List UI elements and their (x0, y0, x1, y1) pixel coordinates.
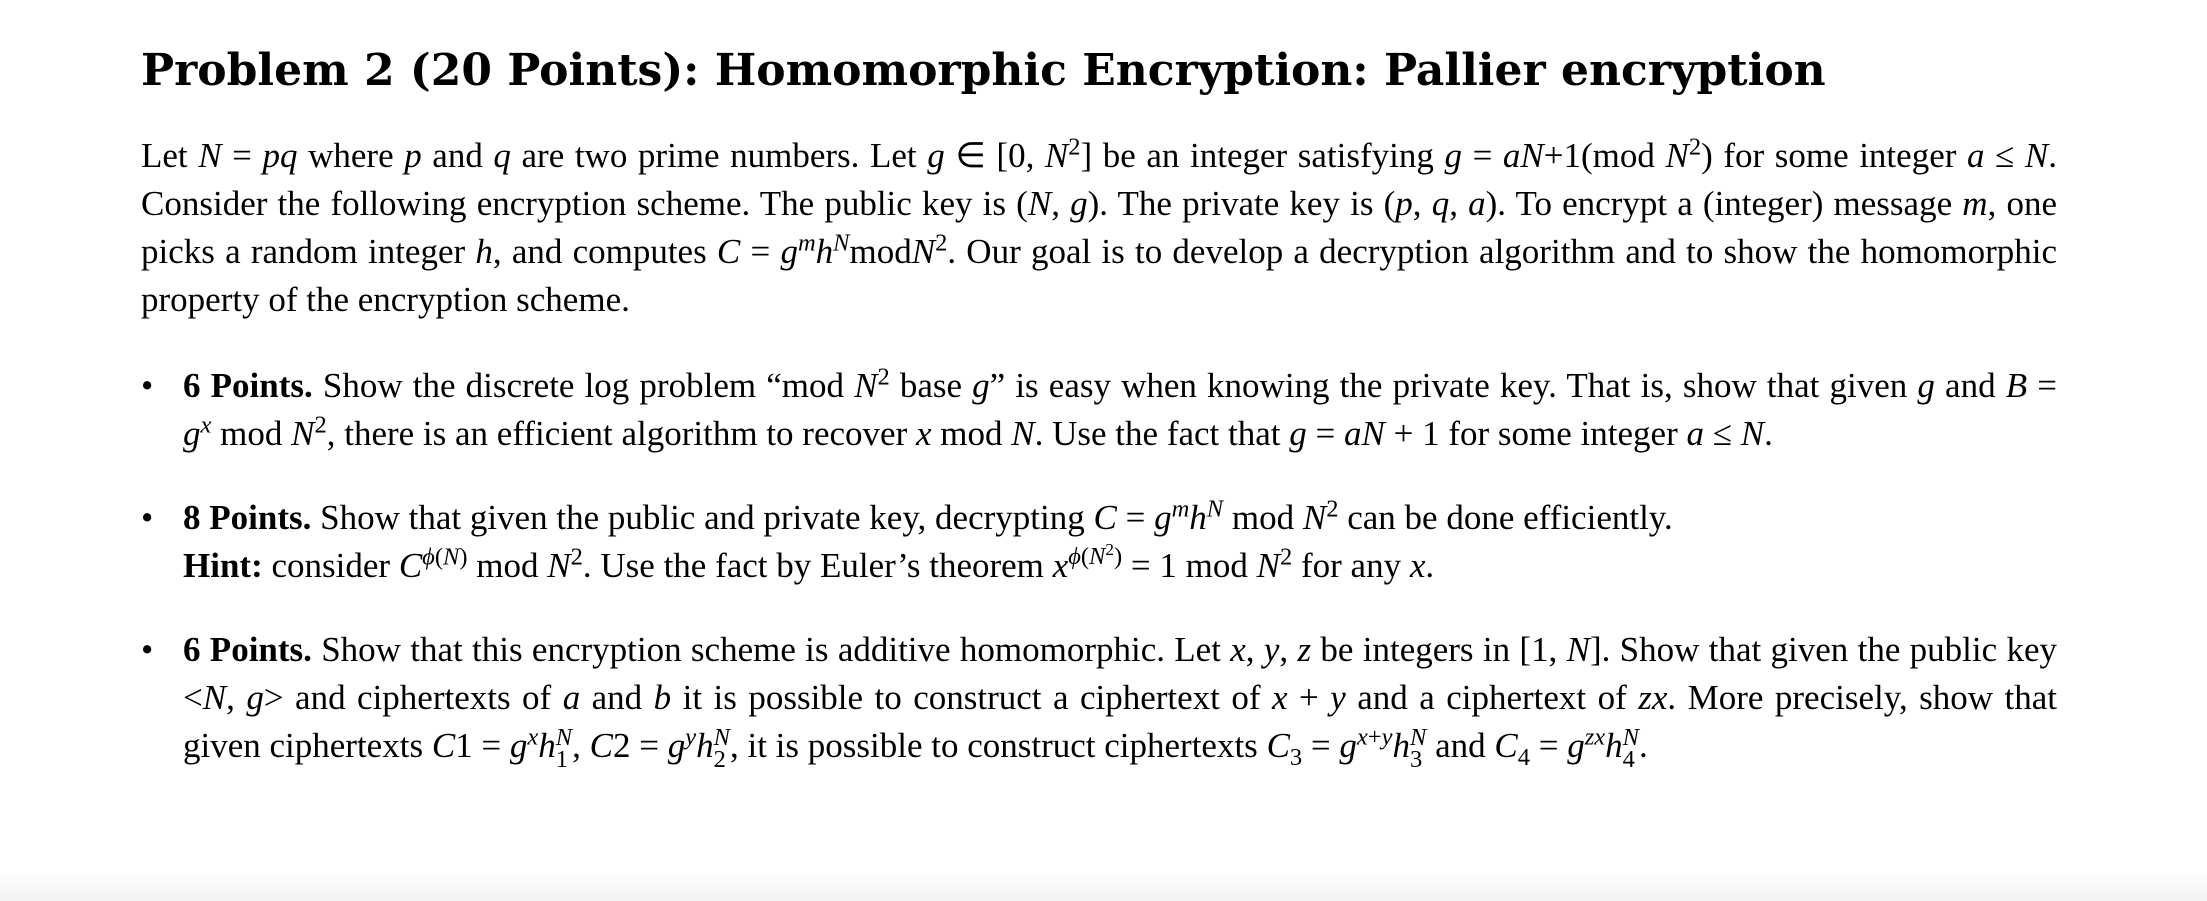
document (141, 36, 2057, 807)
points-label: 6 Points. (183, 366, 313, 405)
bullet: • (141, 366, 154, 405)
subproblem-1: • 6 Points. Show the discrete log problem “mod $N^2$ base g” is easy when knowing the private key. That is, show that given g and $B = g^x$ mod $N^2$, there is an efficient algorithm to recover x mod N. Use the fact that g = aN + 1 for some integer a ≤ N. (141, 363, 2057, 453)
problem-title: Problem 2 (20 Points): Homomorphic Encryption: Pallier encryption (141, 45, 1826, 96)
hint-label: Hint: (183, 546, 263, 585)
points-label: 8 Points. (183, 498, 312, 537)
bottom-edge-shade (0, 871, 2207, 901)
bullet: • (141, 498, 154, 537)
subproblem-3: • 6 Points. Show that this encryption scheme is additive homomorphic. Let x, y, z be integers in [1, N]. Show that given the public key <N, g> and ciphertexts of a and b it is possible to construct a ciphertext of x + y and a ciphertext of zx. More precisely, show that given ciphertexts $C1 = g^xh$ N 1 , $C2 = g^yh$ N 2 , it is possible to construct ciphertexts $C_3 = g^{x+y}h$ N 3 and $C_4 = g^{zx}h$ N 4 . (141, 626, 2057, 771)
bullet: • (141, 630, 154, 669)
subproblem-list (141, 362, 2057, 771)
subproblem-2: • 8 Points. Show that given the public and private key, decrypting $C = g^mh^N$ mod $N^2$ can be done efficiently. Hint: consider $C^{\phi(N)}$ mod $N^2$. Use the fact by Euler’s theorem $x^{\phi(N^2)} = 1$ mod $N^2$ for any x. (141, 495, 1673, 585)
points-label: 6 Points. (183, 630, 312, 669)
intro-paragraph: Let N = pq where p and q are two prime numbers. Let g ∈ [0, $N^2$] be an integer satisfying g = aN+1(mod $N^2$) for some integer a ≤ N. Consider the following encryption scheme. The public key is (N, g). The private key is (p, q, a). To encrypt a (integer) message m, one picks a random integer h, and computes $C = g^mh^NmodN^2$. Our goal is to develop a decryption algorithm and to show the homomorphic property of the encryption scheme. (141, 133, 2058, 319)
